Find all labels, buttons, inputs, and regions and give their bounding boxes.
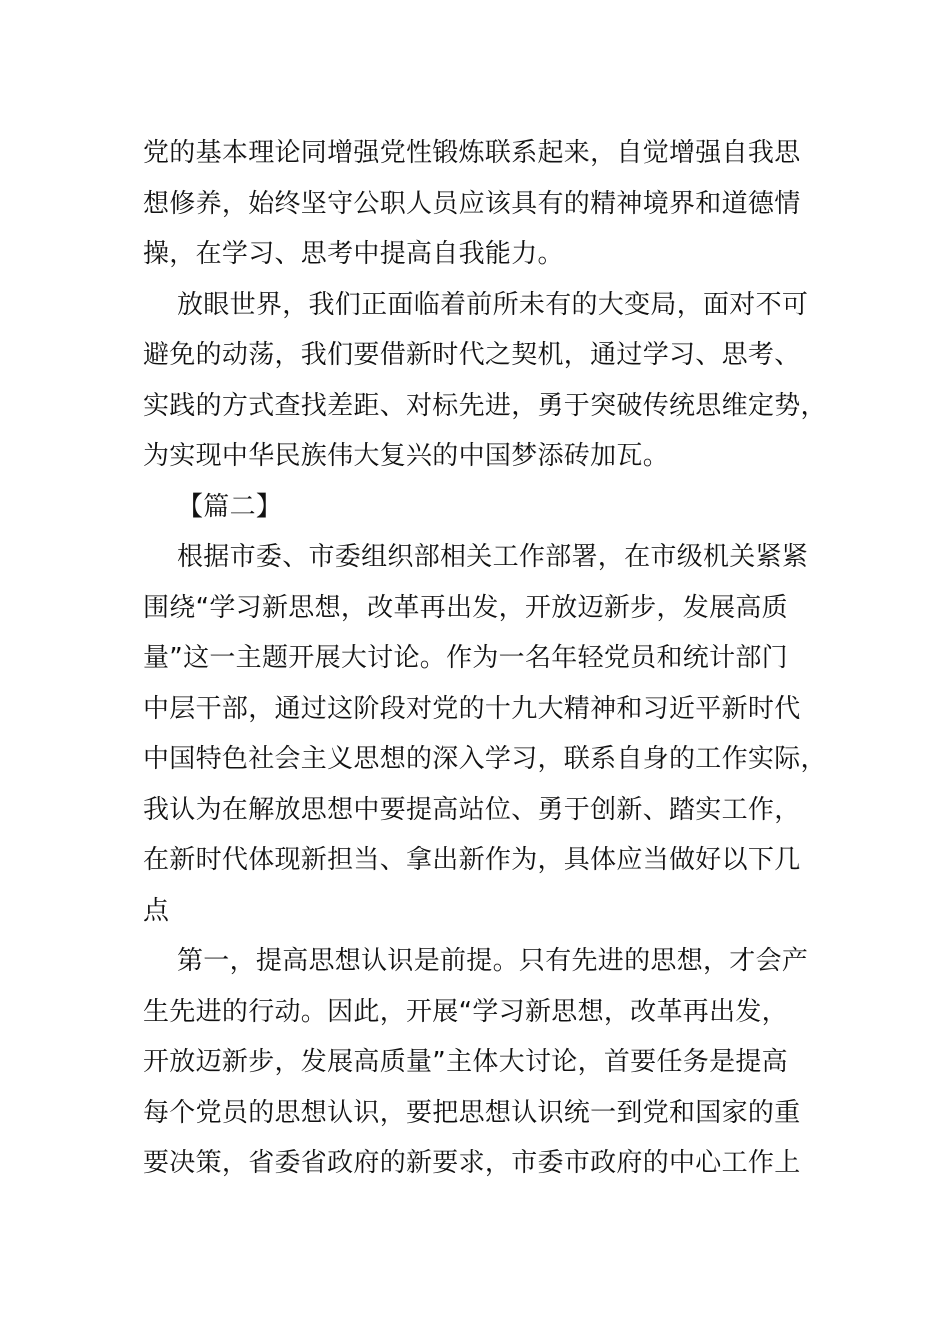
text-line: 围绕“学习新思想，改革再出发，开放迈新步，发展高质 — [143, 592, 788, 623]
text-line: 要决策，省委省政府的新要求，市委市政府的中心工作上 — [143, 1148, 801, 1178]
text-line: 生先进的行动。因此，开展“学习新思想，改革再出发， — [143, 996, 788, 1027]
paragraph — [143, 128, 803, 280]
paragraph — [143, 532, 827, 936]
paragraph — [143, 280, 827, 482]
text-line: 量”这一主题开展大讨论。作为一名年轻党员和统计部门 — [143, 643, 788, 673]
section-heading — [143, 482, 803, 533]
text-line: 点 — [143, 895, 170, 926]
text-line: 第一，提高思想认识是前提。只有先进的思想，才会产 — [177, 946, 809, 976]
text-line: 放眼世界，我们正面临着前所未有的大变局，面对不可 — [177, 289, 809, 320]
text-line: 开放迈新步，发展高质量”主体大讨论，首要任务是提高 — [143, 1047, 788, 1077]
text-line: 为实现中华民族伟大复兴的中国梦添砖加瓦。 — [143, 441, 670, 471]
text-line: 实践的方式查找差距、对标先进，勇于突破传统思维定势， — [143, 390, 827, 421]
text-line: 党的基本理论同增强党性锻炼联系起来，自觉增强自我思 — [143, 138, 801, 168]
text-line: 想修养，始终坚守公职人员应该具有的精神境界和道德情 — [143, 188, 801, 219]
text-line: 我认为在解放思想中要提高站位、勇于创新、踏实工作， — [143, 794, 801, 825]
text-line: 根据市委、市委组织部相关工作部署，在市级机关紧紧 — [177, 542, 809, 572]
heading-text: 【篇二】 — [177, 491, 283, 522]
paragraph — [143, 936, 809, 1189]
text-line: 中国特色社会主义思想的深入学习，联系自身的工作实际， — [143, 744, 827, 774]
text-line: 在新时代体现新担当、拿出新作为，具体应当做好以下几 — [143, 845, 801, 875]
text-line: 每个党员的思想认识，要把思想认识统一到党和国家的重 — [143, 1097, 801, 1128]
text-line: 中层干部，通过这阶段对党的十九大精神和习近平新时代 — [143, 693, 801, 724]
document-body — [143, 128, 827, 1189]
text-line: 避免的动荡，我们要借新时代之契机，通过学习、思考、 — [143, 340, 801, 370]
text-line: 操，在学习、思考中提高自我能力。 — [143, 239, 564, 269]
